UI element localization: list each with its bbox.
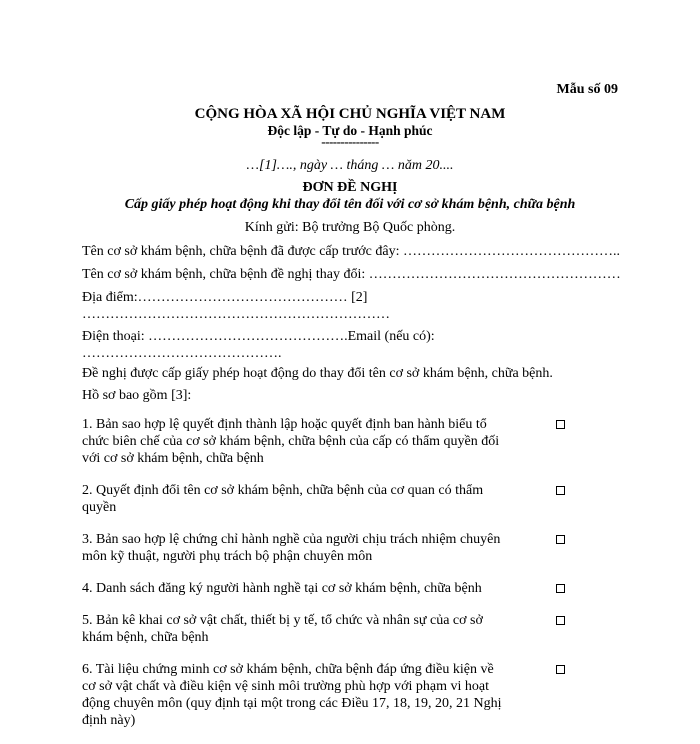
form-number: Mẫu số 09: [556, 82, 618, 97]
item-text: 6. Tài liệu chứng minh cơ sở khám bệnh, chữa bệnh đáp ứng điều kiện về cơ sở vật chất và điều kiện vệ sinh môi trường phù hợp với phạm vi hoạt động chuyên môn (quy định tại một trong các Điều 17, 18, 19, 20, 21 Nghị định này): [82, 662, 502, 728]
address-field: Địa điểm:……………………………………… [2]: [82, 290, 368, 305]
document-subtitle: Cấp giấy phép hoạt động khi thay đổi tên đối với cơ sở khám bệnh, chữa bệnh: [124, 197, 576, 212]
dossier-list: [82, 416, 582, 744]
recipient: Kính gửi: Bộ trưởng Bộ Quốc phòng.: [244, 220, 456, 235]
item-text: 1. Bản sao hợp lệ quyết định thành lập hoặc quyết định ban hành biểu tổ chức biên chế của cơ sở khám bệnh, chữa bệnh của cấp có thẩm quyền đối với cơ sở khám bệnh, chữa bệnh: [82, 417, 500, 466]
item-text: 2. Quyết định đổi tên cơ sở khám bệnh, chữa bệnh của cơ quan có thẩm quyền: [82, 483, 484, 515]
checkbox[interactable]: [556, 584, 565, 593]
list-item: [82, 580, 502, 597]
address-continuation: …………………………………………………………: [82, 307, 390, 322]
item-text: 3. Bản sao hợp lệ chứng chỉ hành nghề của người chịu trách nhiệm chuyên môn kỹ thuật, người phụ trách bộ phận chuyên môn: [82, 532, 501, 564]
checkbox[interactable]: [556, 420, 565, 429]
dossier-heading: Hồ sơ bao gồm [3]:: [82, 388, 192, 403]
document-title: ĐƠN ĐỀ NGHỊ: [302, 180, 398, 195]
list-item: [82, 661, 502, 729]
phone-continuation: …………………………………….: [82, 346, 282, 361]
checkbox[interactable]: [556, 486, 565, 495]
new-name-field: Tên cơ sở khám bệnh, chữa bệnh đề nghị thay đổi: ………………………………………………: [82, 267, 621, 282]
checkbox[interactable]: [556, 616, 565, 625]
list-item: [82, 531, 502, 565]
list-item: [82, 612, 502, 646]
checkbox[interactable]: [556, 665, 565, 674]
item-text: 5. Bản kê khai cơ sở vật chất, thiết bị y tế, tổ chức và nhân sự của cơ sở khám bệnh, chữa bệnh: [82, 613, 483, 645]
phone-email-field: Điện thoại: …………………………………….Email (nếu có):: [82, 329, 435, 344]
checkbox[interactable]: [556, 535, 565, 544]
item-text: 4. Danh sách đăng ký người hành nghề tại cơ sở khám bệnh, chữa bệnh: [82, 581, 482, 596]
old-name-field: Tên cơ sở khám bệnh, chữa bệnh đã được cấp trước đây: ………………………………………..: [82, 244, 620, 259]
nation-heading: CỘNG HÒA XÃ HỘI CHỦ NGHĨA VIỆT NAM: [194, 106, 506, 122]
divider: ---------------: [321, 134, 379, 149]
list-item: [82, 416, 502, 467]
request-statement: Đề nghị được cấp giấy phép hoạt động do thay đổi tên cơ sở khám bệnh, chữa bệnh.: [82, 366, 553, 381]
dateline: …[1]…., ngày … tháng … năm 20....: [246, 158, 454, 173]
motto: Độc lập - Tự do - Hạnh phúc: [267, 123, 433, 138]
list-item: [82, 482, 502, 516]
